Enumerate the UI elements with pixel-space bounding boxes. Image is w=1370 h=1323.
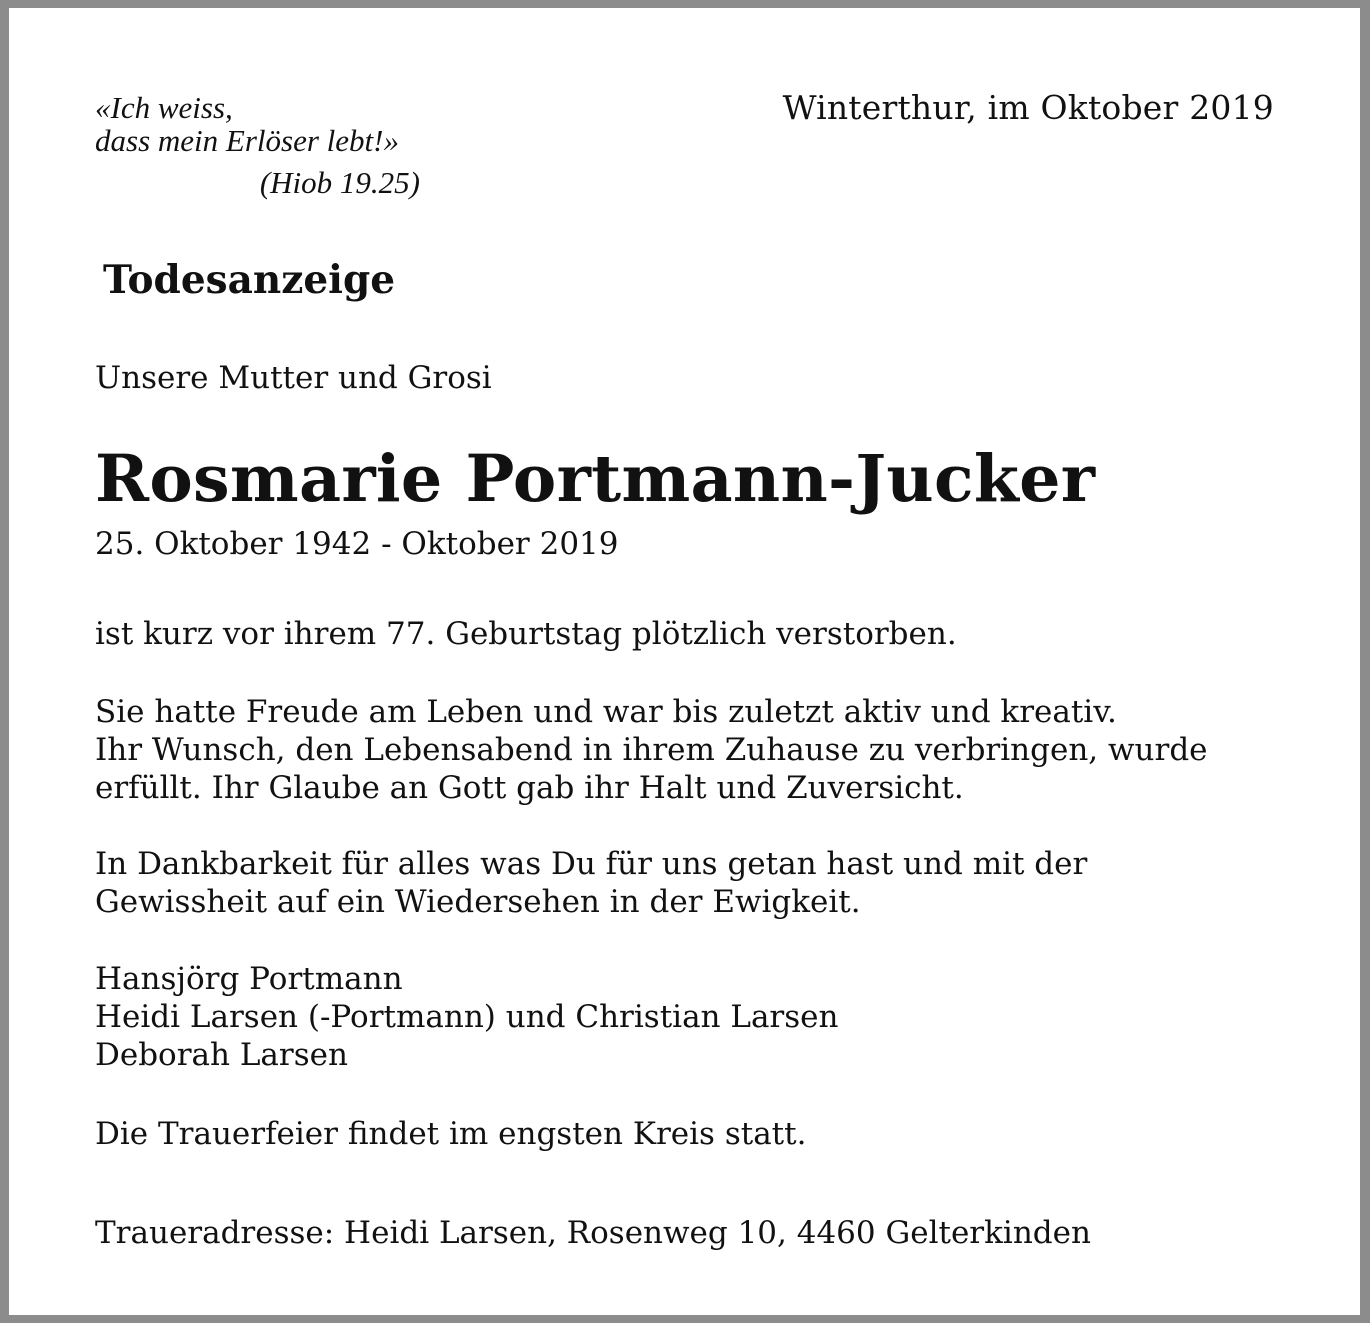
paragraph-line: erfüllt. Ihr Glaube an Gott gab ihr Halt und Zuversicht.: [95, 770, 964, 806]
mourning-address: Traueradresse: Heidi Larsen, Rosenweg 10, 4460 Gelterkinden: [95, 1215, 1091, 1251]
bible-quote-reference: (Hiob 19.25): [259, 165, 420, 200]
paragraph-line: Gewissheit auf ein Wiedersehen in der Ewigkeit.: [95, 884, 861, 920]
mourner-name: Heidi Larsen (-Portmann) und Christian Larsen: [95, 999, 839, 1035]
place-and-date: Winterthur, im Oktober 2019: [782, 88, 1274, 127]
paragraph-passing: ist kurz vor ihrem 77. Geburtstag plötzlich verstorben.: [95, 616, 957, 652]
bible-quote-line-2: dass mein Erlöser lebt!»: [95, 123, 399, 158]
life-dates: 25. Oktober 1942 - Oktober 2019: [95, 526, 619, 562]
funeral-note: Die Trauerfeier findet im engsten Kreis statt.: [95, 1116, 807, 1152]
intro-text: Unsere Mutter und Grosi: [95, 360, 492, 396]
bible-quote-line-1: «Ich weiss,: [95, 90, 233, 125]
paragraph-life: [95, 693, 1208, 807]
deceased-name: Rosmarie Portmann-Jucker: [95, 441, 1096, 517]
mourner-name: Hansjörg Portmann: [95, 961, 403, 997]
mourner-name: Deborah Larsen: [95, 1037, 348, 1073]
notice-heading: Todesanzeige: [103, 257, 396, 303]
paragraph-line: Sie hatte Freude am Leben und war bis zuletzt aktiv und kreativ.: [95, 694, 1117, 730]
paragraph-line: In Dankbarkeit für alles was Du für uns getan hast und mit der: [95, 846, 1088, 882]
paragraph-line: Ihr Wunsch, den Lebensabend in ihrem Zuhause zu verbringen, wurde: [95, 732, 1208, 768]
mourners-list: [95, 960, 838, 1074]
paragraph-gratitude: [95, 845, 1087, 921]
